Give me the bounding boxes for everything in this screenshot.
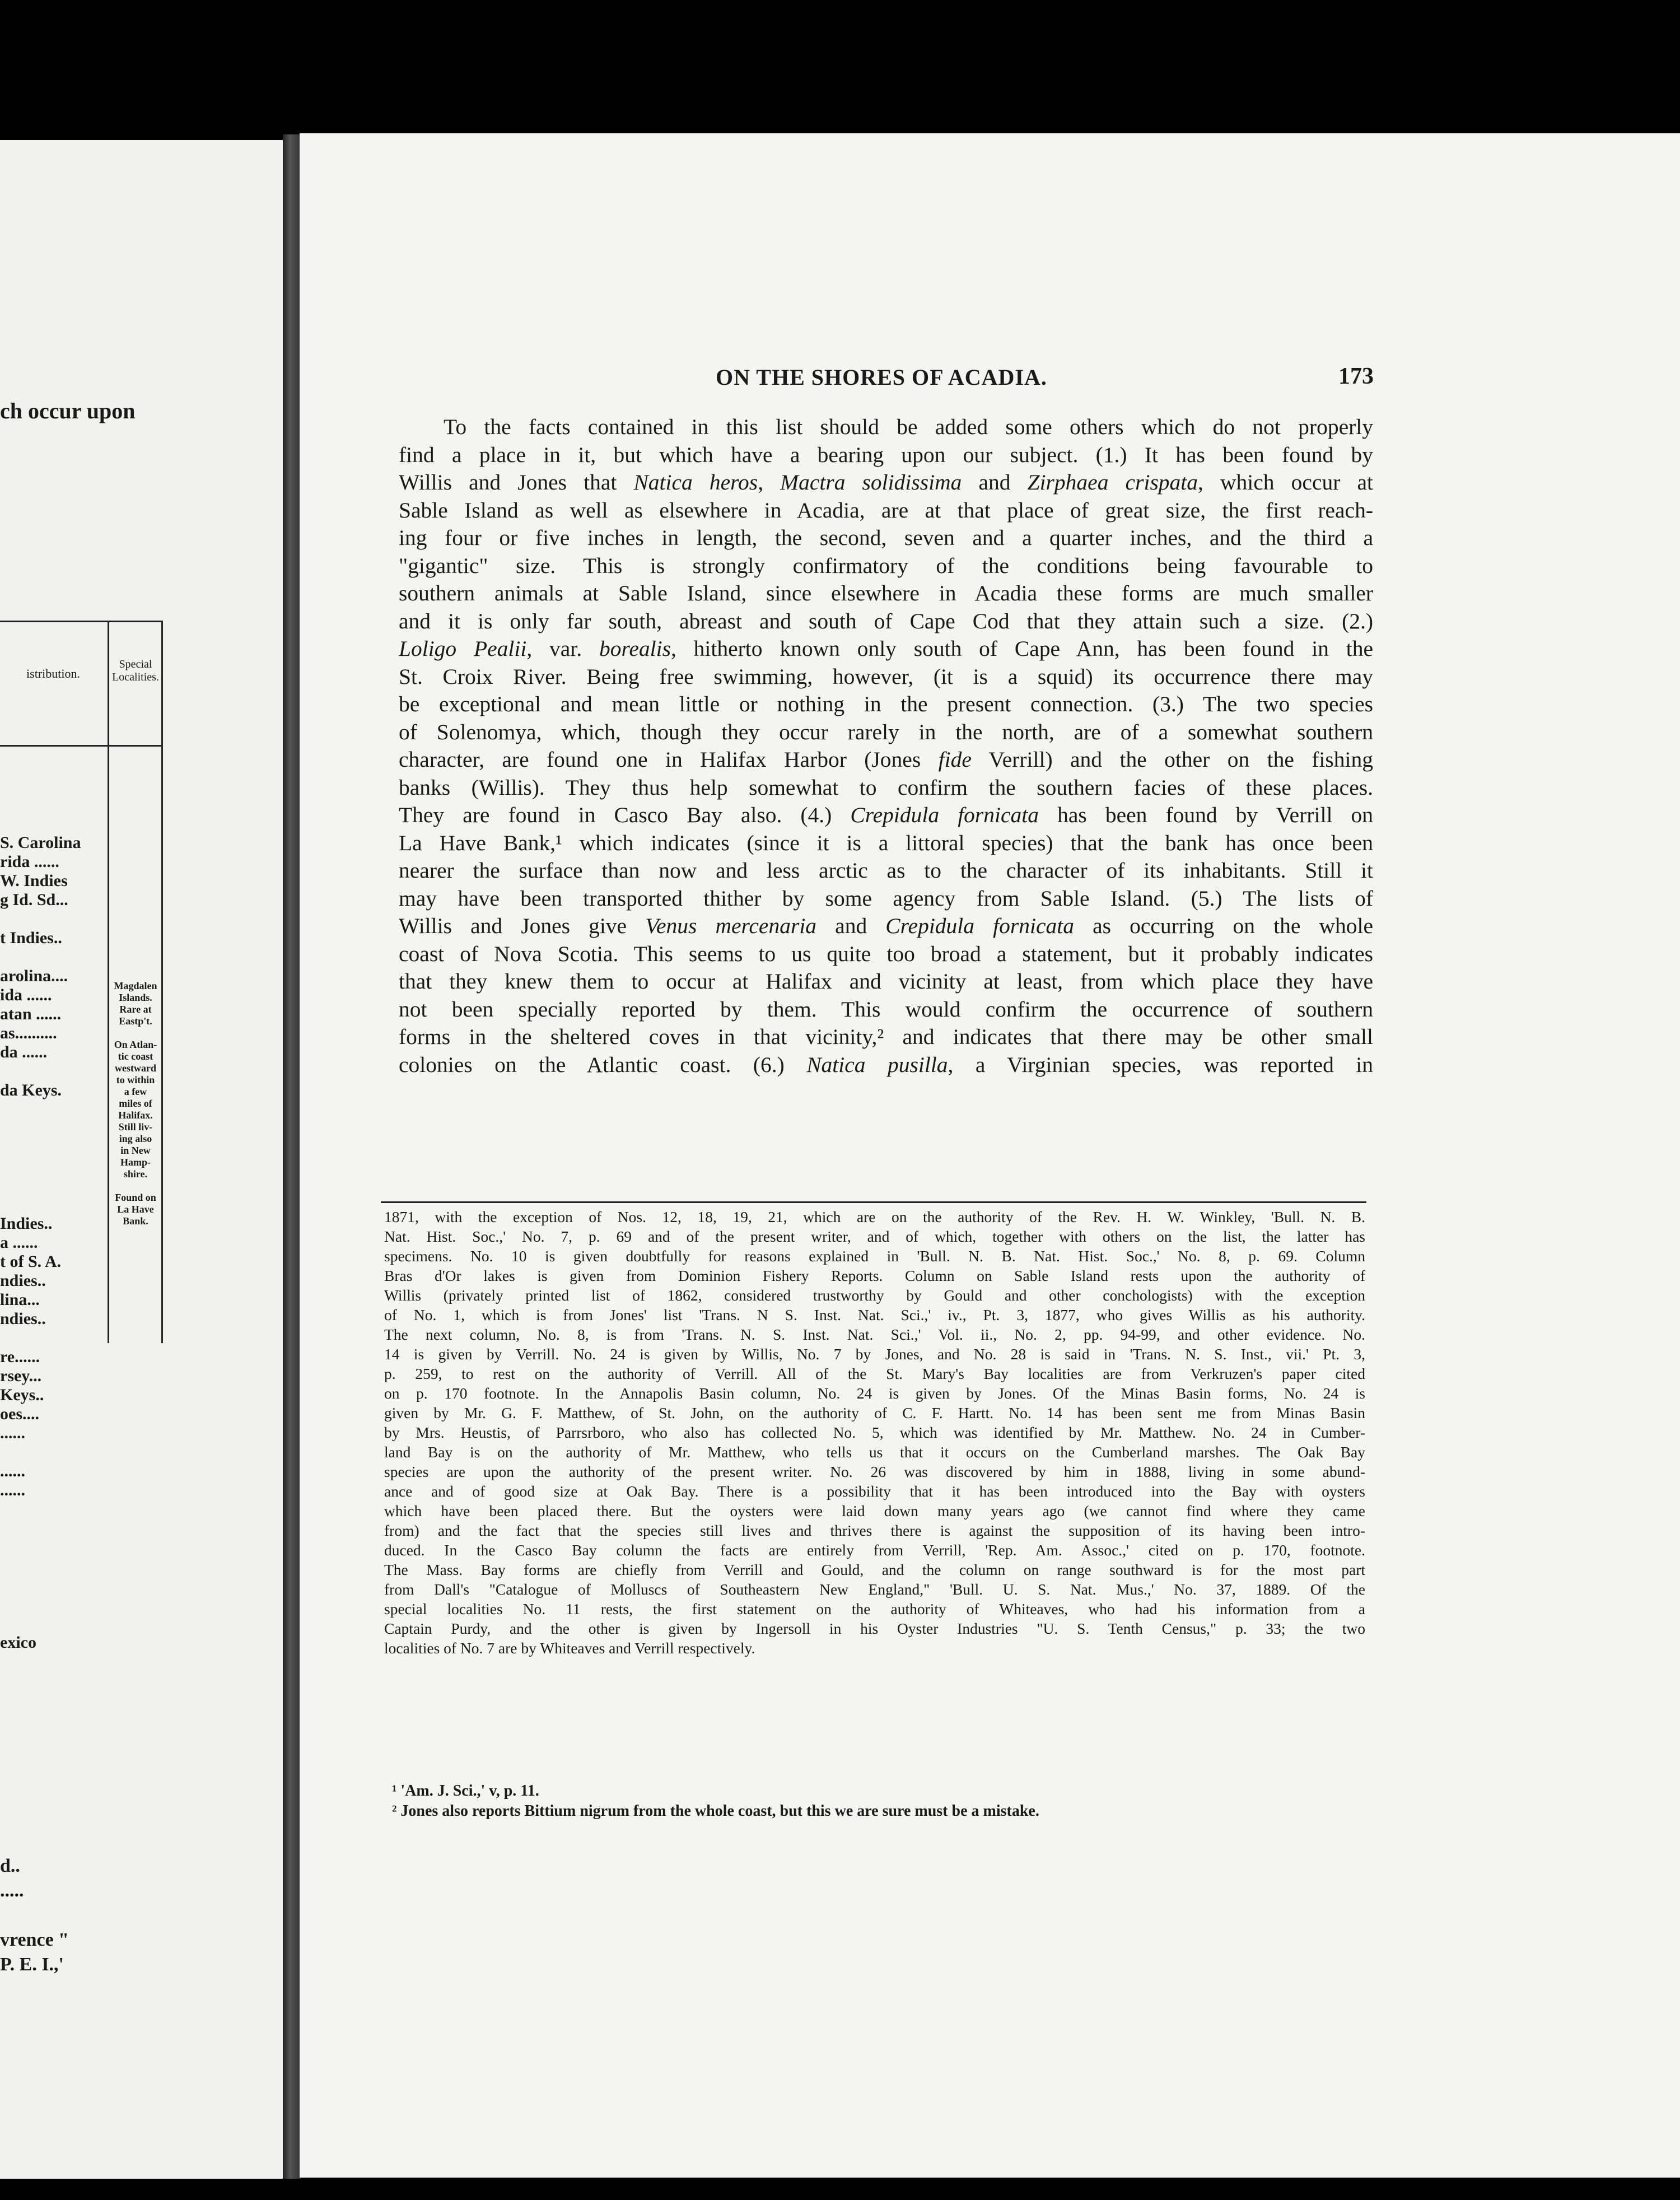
distribution-entry [0, 1062, 106, 1081]
footnote-line: 1871, with the exception of Nos. 12, 18, 19, 21, which are on the authority of the Rev. H. W. Winkley, 'Bull. N. B. [384, 1208, 1365, 1225]
footnote-line: localities of No. 7 are by Whiteaves and Verrill respectively. [384, 1639, 755, 1657]
footnote-line: land Bay is on the authority of Mr. Matthew, who tells us that it occurs on the Cumberland marshes. The Oak Bay [384, 1443, 1365, 1461]
table-rule [0, 621, 162, 622]
special-locality-entry: a few [124, 1086, 147, 1097]
distribution-entry [0, 1176, 106, 1195]
footnote-item: ¹ 'Am. J. Sci.,' v, p. 11. [392, 1782, 539, 1800]
distribution-entry: exico [0, 1633, 36, 1652]
distribution-entry: t of S. A. [0, 1252, 62, 1271]
special-localities-column-header: Special Localities. [112, 658, 159, 683]
body-line: ing four or five inches in length, the second, seven and a quarter inches, and the third a [399, 525, 1373, 550]
distribution-entry [0, 1195, 106, 1214]
distribution-entry [0, 1157, 106, 1176]
footnote-line: of No. 1, which is from Jones' list 'Trans. N S. Inst. Nat. Sci.,' iv., Pt. 3, 1877, who gives Willis as his authority. [384, 1306, 1365, 1323]
distribution-entry: rsey... [0, 1367, 42, 1385]
distribution-entry [0, 1443, 106, 1462]
body-line: Willis and Jones give Venus mercenaria and Crepidula fornicata as occurring on the whole [399, 913, 1373, 938]
special-locality-entry: Found on [115, 1192, 156, 1203]
distribution-entry [0, 1557, 106, 1576]
left-footer-line: d.. [0, 1856, 20, 1876]
special-locality-entry: Bank. [123, 1215, 148, 1227]
distribution-entry: da Keys. [0, 1081, 62, 1099]
body-paragraph [399, 413, 1373, 1079]
distribution-entry [0, 1576, 106, 1595]
distribution-entry: ...... [0, 1462, 25, 1480]
distribution-entry [0, 1119, 106, 1138]
distribution-entry [0, 910, 106, 929]
footnote-line: from Dall's "Catalogue of Molluscs of Southeastern New England," 'Bull. U. S. Nat. Mus.,' No. 37, 1889. Of the [384, 1581, 1365, 1598]
special-locality-entry [110, 1027, 161, 1039]
left-footer-line: P. E. I.,' [0, 1954, 64, 1975]
previous-page-fragment [0, 140, 286, 2179]
body-line: southern animals at Sable Island, since elsewhere in Acadia these forms are much smaller [399, 581, 1373, 605]
distribution-column [0, 833, 106, 1652]
body-line: "gigantic" size. This is strongly confirmatory of the conditions being favourable to [399, 553, 1373, 578]
body-line: Sable Island as well as elsewhere in Acadia, are at that place of great size, the first reach- [399, 497, 1373, 523]
footnote-line: p. 259, to rest on the authority of Verrill. All of the St. Mary's Bay localities are from Verkruzen's paper cited [384, 1365, 1365, 1382]
body-line: coast of Nova Scotia. This seems to us quite too broad a statement, but it probably indicates [399, 941, 1373, 966]
body-line: They are found in Casco Bay also. (4.) Crepidula fornicata has been found by Verrill on [399, 803, 1373, 827]
body-line: find a place in it, but which have a bearing upon our subject. (1.) It has been found by [399, 442, 1373, 467]
distribution-entry: g Id. Sd... [0, 891, 68, 909]
distribution-entry [0, 1519, 106, 1538]
distribution-entry: W. Indies [0, 871, 68, 890]
special-locality-entry: Hamp- [120, 1157, 151, 1168]
special-locality-entry: On Atlan- [114, 1039, 157, 1050]
table-column-rule [161, 621, 163, 1343]
left-footer-line [0, 1903, 280, 1928]
footnote-line: Bras d'Or lakes is given from Dominion Fishery Reports. Column on Sable Island rests upon the authority of [384, 1267, 1365, 1284]
table-rule [0, 745, 162, 747]
left-page-heading: ch occur upon [0, 398, 136, 423]
footnote-line: Nat. Hist. Soc.,' No. 7, p. 69 and of the present writer, and of which, together with others on the list, the latter has [384, 1228, 1365, 1245]
body-line: of Solenomya, which, though they occur rarely in the north, are of a somewhat southern [399, 719, 1373, 744]
body-line: may have been transported thither by some agency from Sable Island. (5.) The lists of [399, 885, 1373, 911]
special-localities-column [110, 980, 161, 1227]
body-line: character, are found one in Halifax Harbor (Jones fide Verrill) and the other on the fishing [399, 747, 1373, 772]
distribution-entry: rida ...... [0, 852, 59, 871]
special-locality-entry: tic coast [118, 1051, 153, 1062]
distribution-entry: atan ...... [0, 1005, 62, 1023]
distribution-entry: ...... [0, 1424, 25, 1442]
body-line: nearer the surface than now and less arctic as to the character of its inhabitants. Still it [399, 858, 1373, 883]
body-line: To the facts contained in this list should be added some others which do not properly [444, 414, 1373, 439]
footnote-line: specimens. No. 10 is given doubtfully for reasons explained in 'Bull. N. B. Nat. Hist. Soc.,' No. 8, p. 69. Column [384, 1247, 1365, 1265]
distribution-entry: ndies.. [0, 1309, 46, 1328]
left-footer-line: vrence " [0, 1929, 69, 1950]
distribution-entry: ida ...... [0, 986, 52, 1004]
body-line: St. Croix River. Being free swimming, however, (it is a squid) its occurrence there may [399, 664, 1373, 689]
distribution-entry [0, 1329, 106, 1348]
footnotes [392, 1781, 1378, 1821]
distribution-entry [0, 1100, 106, 1119]
distribution-entry: Keys.. [0, 1386, 44, 1404]
footnote-line: The next column, No. 8, is from 'Trans. N. S. Inst. Nat. Sci.,' Vol. ii., No. 2, pp. 94-99, and other evidence. No. [384, 1326, 1365, 1343]
distribution-entry: arolina.... [0, 967, 68, 985]
distribution-entry: as.......... [0, 1024, 57, 1042]
special-locality-entry: Eastp't. [119, 1015, 152, 1027]
special-locality-entry: to within [116, 1074, 155, 1085]
body-line: that they knew them to occur at Halifax and vicinity at least, from which place they have [399, 969, 1373, 994]
distribution-entry [0, 1538, 106, 1557]
distribution-entry: t Indies.. [0, 929, 62, 947]
footnote-line: The Mass. Bay forms are chiefly from Verrill and Gould, and the column on range southward is for the most part [384, 1561, 1365, 1578]
distribution-entry: oes.... [0, 1405, 39, 1423]
running-head: ON THE SHORES OF ACADIA. [716, 365, 1047, 390]
body-line: and it is only far south, abreast and south of Cape Cod that they attain such a size. (2.) [399, 608, 1373, 633]
body-line: Willis and Jones that Natica heros, Mactra solidissima and Zirphaea crispata, which occur at [399, 470, 1373, 495]
distribution-entry [0, 1500, 106, 1519]
distribution-entry [0, 1595, 106, 1614]
footnote-line: by Mrs. Heustis, of Parrsrboro, who also has collected No. 5, which was identified by Mr. Matthew. No. 24 in Cumber- [384, 1424, 1365, 1441]
special-locality-entry: Magdalen Islands. [114, 980, 157, 1003]
distribution-entry: re...... [0, 1348, 40, 1366]
special-locality-entry: Rare at [119, 1004, 152, 1015]
special-locality-entry: westward [115, 1062, 156, 1074]
distribution-entry [0, 1614, 106, 1633]
table-footnote [384, 1207, 1365, 1658]
special-locality-entry: Halifax. [118, 1110, 153, 1121]
book-gutter [283, 134, 301, 2179]
distribution-column-header: istribution. [26, 666, 80, 680]
distribution-entry: da ...... [0, 1043, 48, 1061]
footnote-line: species are upon the authority of the present writer. No. 26 was discovered by him in 1888, living in some abund- [384, 1463, 1365, 1480]
special-locality-entry: ing also [119, 1133, 152, 1144]
special-locality-entry [110, 1180, 161, 1192]
distribution-entry: lina... [0, 1290, 40, 1309]
footnote-line: Captain Purdy, and the other is given by Ingersoll in his Oyster Industries "U. S. Tenth Census," p. 33; the two [384, 1620, 1365, 1637]
footnote-line: from) and the fact that the species still lives and thrives there is against the supposition of its having been intro- [384, 1522, 1365, 1539]
footnote-line: 14 is given by Verrill. No. 24 is given by Willis, No. 7 by Jones, and No. 28 is said in 'Trans. N. S. Inst., vii.' Pt. 3, [384, 1345, 1365, 1363]
special-locality-entry: in New [120, 1145, 151, 1156]
distribution-entry [0, 948, 106, 967]
footnote-line: which have been placed there. But the oysters were laid down many years ago (we cannot find where they came [384, 1502, 1365, 1520]
footnote-line: on p. 170 footnote. In the Annapolis Basin column, No. 24 is given by Jones. Of the Minas Basin forms, No. 24 is [384, 1385, 1365, 1402]
special-locality-entry: La Have [117, 1204, 154, 1215]
body-line: forms in the sheltered coves in that vicinity,² and indicates that there may be other small [399, 1024, 1373, 1049]
special-locality-entry: Still liv- [118, 1121, 153, 1132]
special-locality-entry: shire. [123, 1168, 148, 1180]
footnote-line: ance and of good size at Oak Bay. There is a possibility that it has been introduced into the Bay with oysters [384, 1483, 1365, 1500]
body-line: not been specially reported by them. This would confirm the occurrence of southern [399, 996, 1373, 1022]
left-page-footer-fragment [0, 1854, 280, 1977]
footnote-line: special localities No. 11 rests, the first statement on the authority of Whiteaves, who had his information from a [384, 1600, 1365, 1618]
footnote-line: Willis (privately printed list of 1862, considered trustworthy by Gould and other conchologists) with the exception [384, 1287, 1365, 1304]
body-line: be exceptional and mean little or nothing in the present connection. (3.) The two species [399, 692, 1373, 716]
footnote-item: ² Jones also reports Bittium nigrum from the whole coast, but this we are sure must be a mistake. [392, 1802, 1039, 1820]
body-line: Loligo Pealii, var. borealis, hitherto known only south of Cape Ann, has been found in the [399, 636, 1374, 661]
distribution-entry [0, 1138, 106, 1157]
page-number: 173 [1338, 363, 1374, 389]
body-line: colonies on the Atlantic coast. (6.) Natica pusilla, a Virginian species, was reported in [399, 1052, 1374, 1077]
table-column-rule [108, 621, 109, 1343]
footnote-line: given by Mr. G. F. Matthew, of St. John, on the authority of C. F. Hartt. No. 14 has been sent me from Minas Basin [384, 1404, 1365, 1421]
distribution-entry: Indies.. [0, 1214, 53, 1233]
body-line: La Have Bank,¹ which indicates (since it is a littoral species) that the bank has once been [399, 830, 1373, 855]
body-line: banks (Willis). They thus help somewhat to confirm the southern facies of these places. [399, 775, 1373, 800]
special-locality-entry: miles of [119, 1098, 152, 1109]
distribution-entry: ndies.. [0, 1271, 46, 1290]
distribution-entry: ...... [0, 1481, 25, 1499]
distribution-entry: S. Carolina [0, 833, 81, 852]
distribution-entry: a ...... [0, 1233, 38, 1252]
footnote-rule [381, 1201, 1366, 1203]
left-footer-line: ..... [0, 1880, 24, 1901]
footnote-line: duced. In the Casco Bay column the facts are entirely from Verrill, 'Rep. Am. Assoc.,' cited on p. 170, footnote. [384, 1541, 1365, 1559]
